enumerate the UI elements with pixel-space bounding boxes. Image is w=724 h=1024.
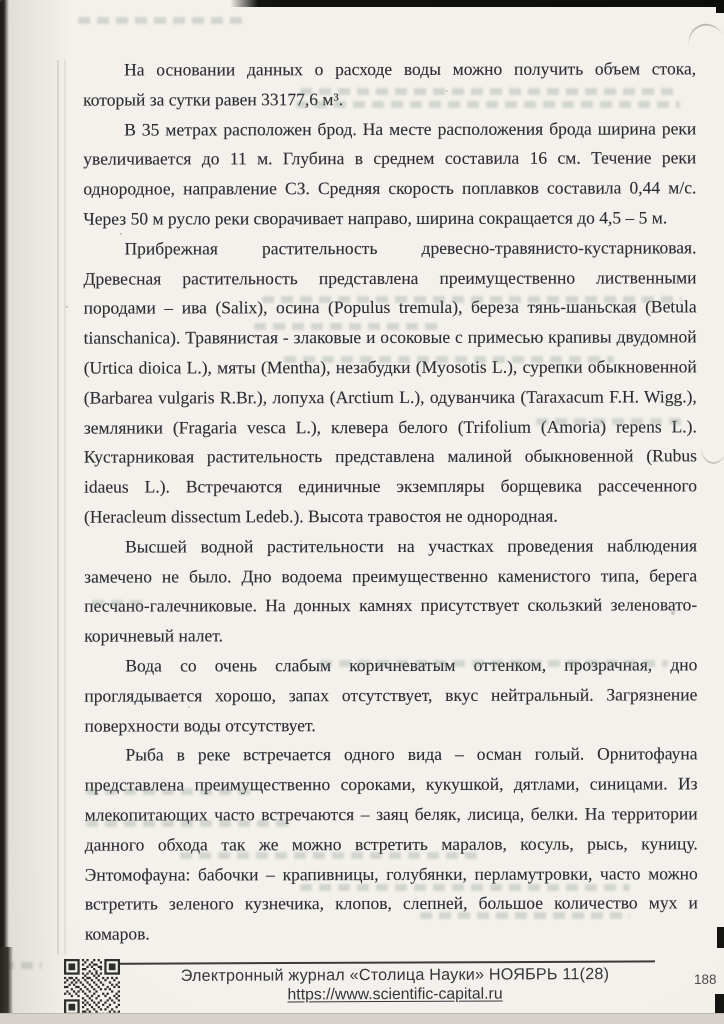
paragraph: Прибрежная растительность древесно-травянисто-кустарниковая. Древесная растительность представлена преимущественно лиственными породами – ива (Salix), осина (Populus tremula), береза тянь-шаньская (Betula tianschanica). Травянистая - злаковые и осоковые с примесью крапивы двудомной (Urtica dioica L.), мяты (Mentha), незабудки (Myosotis L.), сурепки обыкновенной (Barbarea vulgaris R.Br.), лопуха (Arctium L.), одуванчика (Taraxacum F.H. Wigg.), земляники (Fragaria vesca L.), клевера белого (Trifolium (Amoria) repens L.). Кустарниковая растительность представлена малиной обыкновенной (Rubus idaeus L.). Встречаются единичные экземпляры борщевика рассеченного (Heracleum dissectum Ledeb.). Высота травостоя не однородная.	[83, 237, 697, 527]
paragraph: Рыба в реке встречается одного вида – осман голый. Орнитофауна представлена преимущественно сороками, кукушкой, дятлами, синицами. Из млекопитающих часто встречаются – заяц беляк, лисица, белки. На территории данного обхода так же можно встретить маралов, косуль, рысь, куницу. Энтомофауна: бабочки – крапивницы, голубянки, перламутровки, часто можно встретить зеленого кузнечика, клопов, слепней, большое количество мух и комаров.	[84, 743, 698, 944]
page-number: 188	[694, 972, 717, 987]
document-body	[83, 54, 698, 949]
paragraph: В 35 метрах расположен брод. На месте расположения брода ширина реки увеличивается до 11 м. Глубина в среднем составила 16 см. Течение реки однородное, направление СЗ. Средняя скорость поплавков составила 0,44 м/с. Через 50 м русло реки сворачивает направо, ширина сокращается до 4,5 – 5 м.	[83, 117, 697, 229]
footer	[130, 965, 660, 1005]
scan-corner-top-right	[716, 0, 724, 13]
page-curl-mark	[684, 19, 724, 48]
paragraph: Высшей водной растительности на участках проведения наблюдения замечено не было. Дно водоема преимущественно каменистого типа, берега песчано-галечниковые. На донных камнях присутствует скользкий зеленовато-коричневый налет.	[84, 535, 698, 646]
paragraph: На основании данных о расходе воды можно получить объем стока, который за сутки равен 33177,6 м³.	[83, 58, 697, 110]
scan-shadow-left	[6, 0, 72, 1024]
paper-crease	[64, 60, 66, 954]
paragraph: Вода со очень слабым коричневатым оттенком, прозрачная, дно проглядывается хорошо, запах отсутствует, вкус нейтральный. Загрязнение поверхности воды отсутствует.	[84, 654, 698, 736]
scan-edge-bottom	[0, 1013, 724, 1024]
journal-url-link[interactable]: https://www.scientific-capital.ru	[287, 985, 503, 1004]
scan-edge-top	[230, 0, 724, 7]
bleed-through-mark	[78, 17, 243, 24]
journal-title-text: Электронный журнал «Столица Науки» НОЯБРЬ 11(28)	[180, 965, 610, 985]
scan-edge-bottom-left-mark	[0, 947, 13, 1013]
dust-specks	[0, 0, 2, 2]
page-curl-mark	[699, 444, 724, 465]
paper-crease	[57, 60, 59, 954]
qr-code-icon	[64, 959, 120, 1015]
scan-edge-right-mark	[717, 927, 724, 948]
